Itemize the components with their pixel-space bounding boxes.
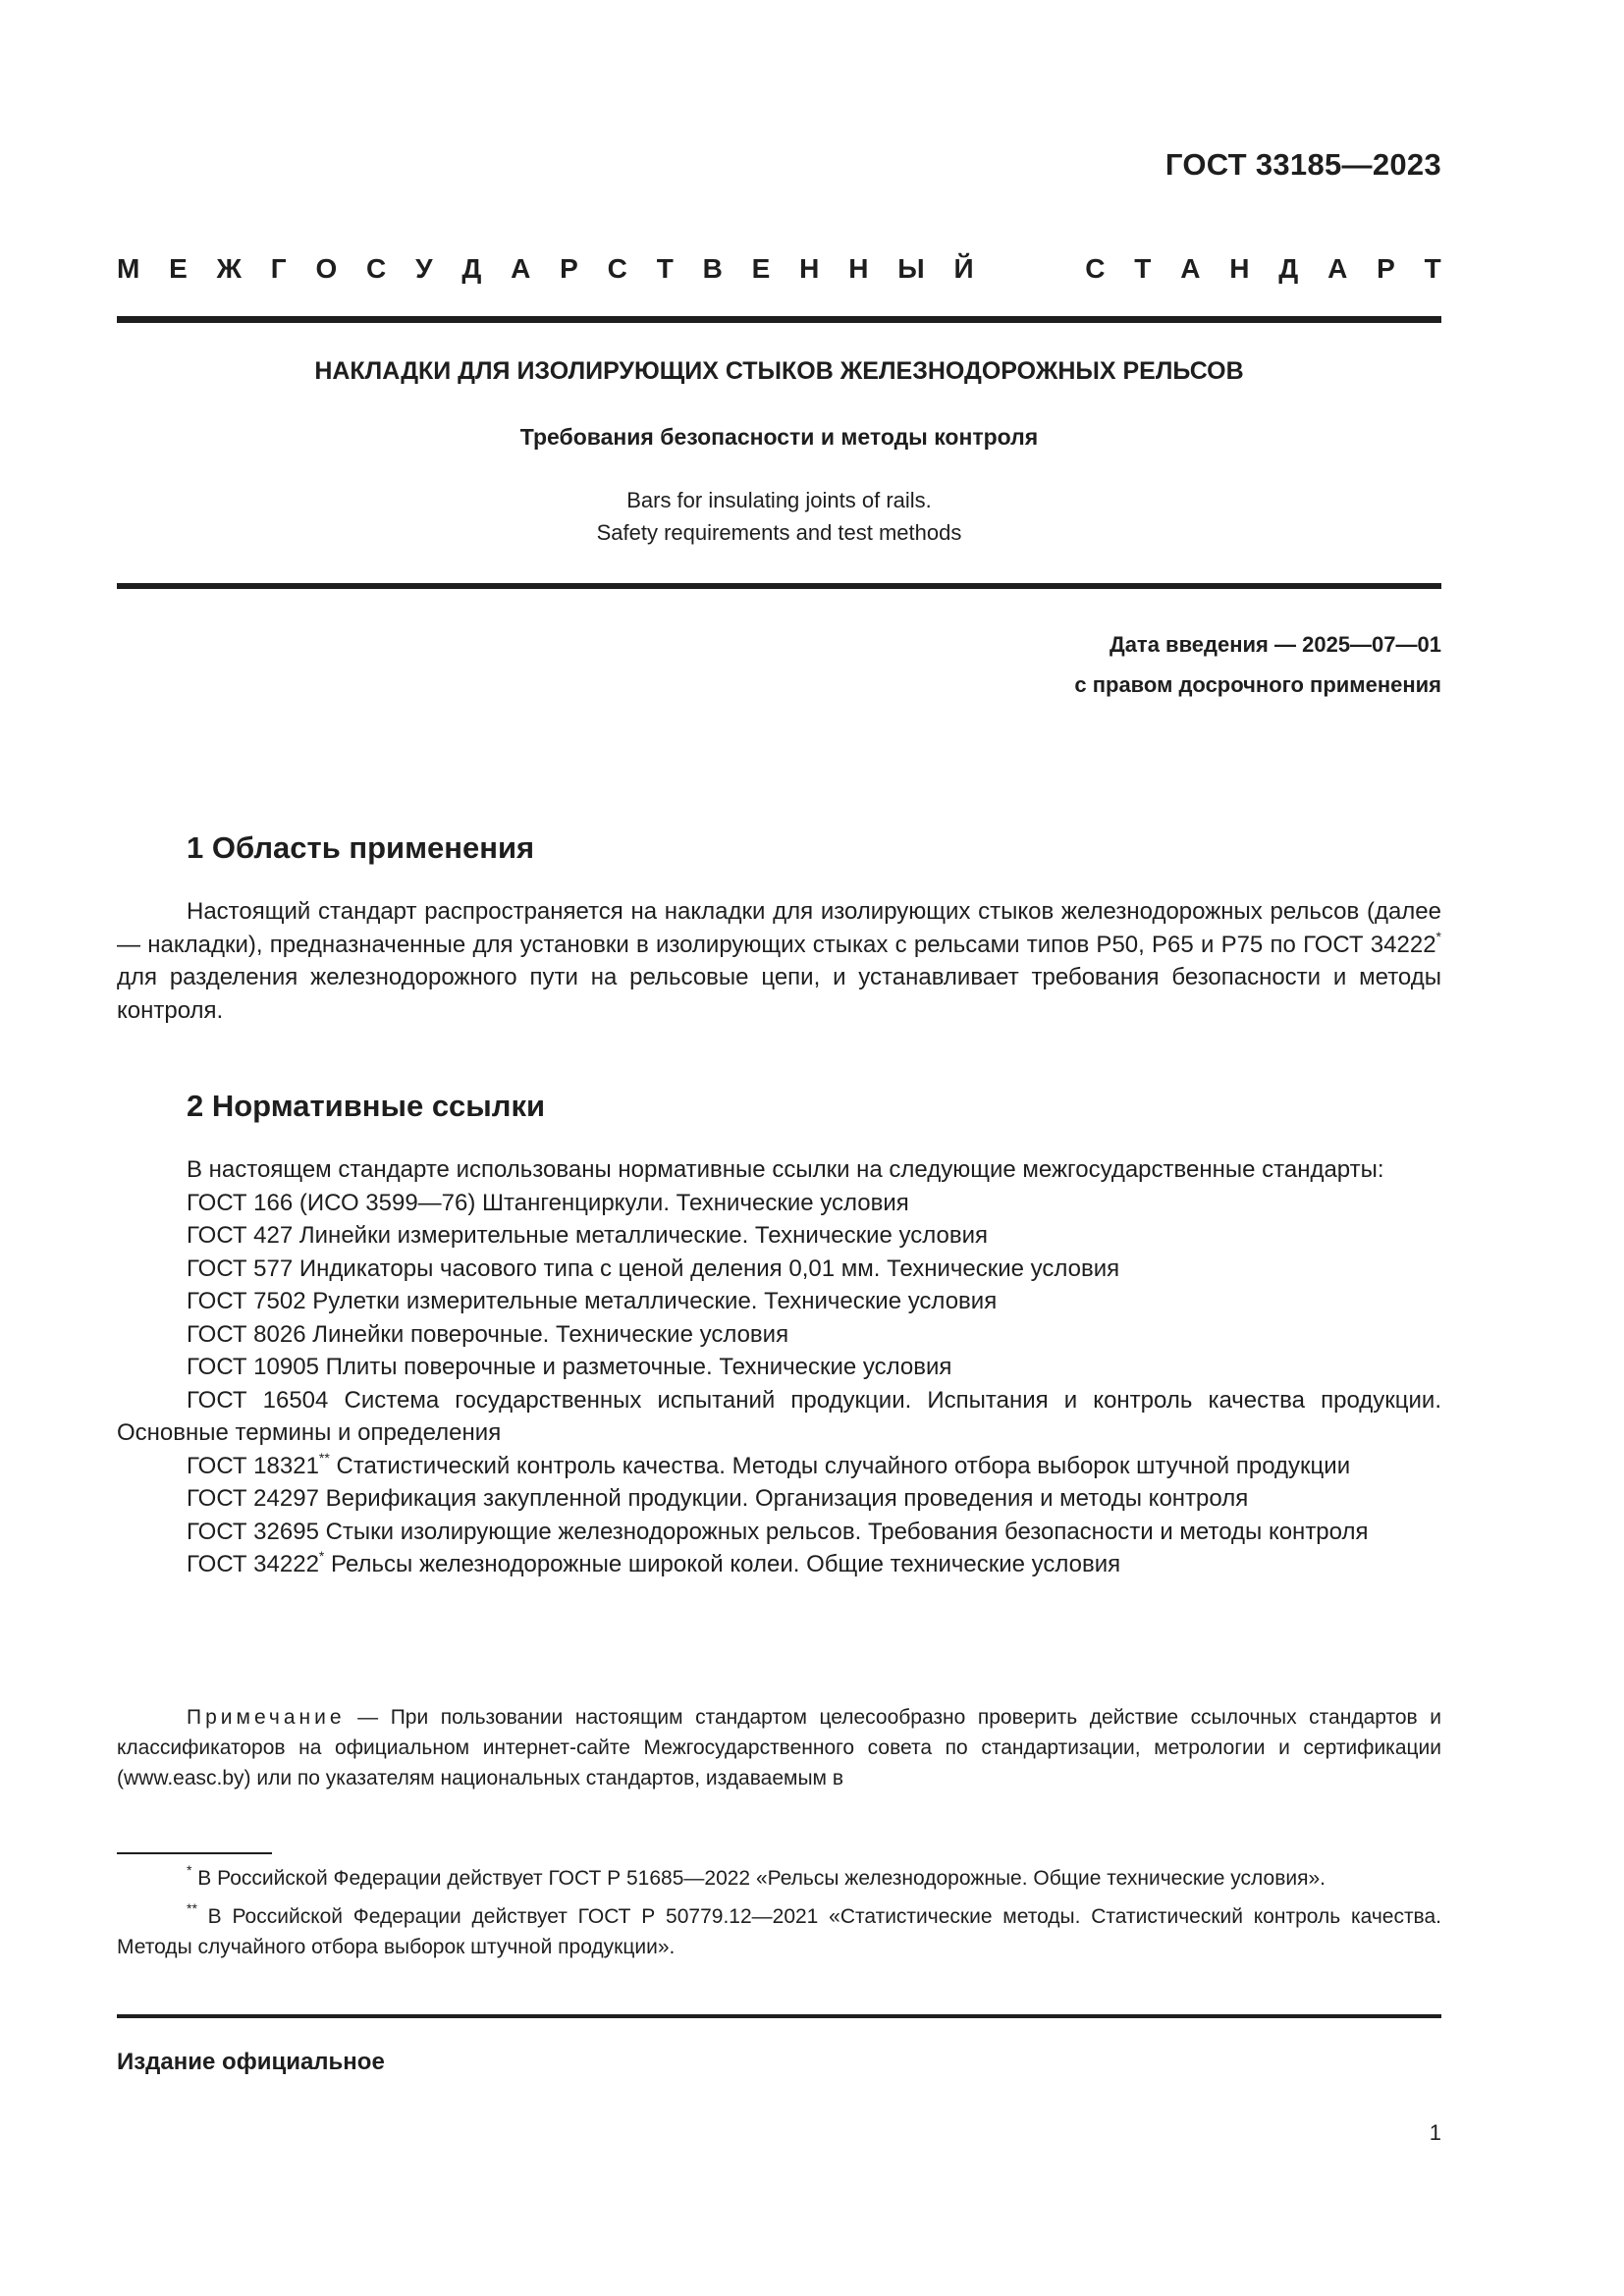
standard-type-letter: С (607, 253, 627, 284)
document-title: НАКЛАДКИ ДЛЯ ИЗОЛИРУЮЩИХ СТЫКОВ ЖЕЛЕЗНОДОРОЖНЫХ РЕЛЬСОВ (314, 357, 1244, 385)
standard-type-letter: О (315, 253, 338, 284)
word-gap (1002, 253, 1056, 285)
reference-item (117, 1285, 1441, 1318)
standard-type-letter: Т (1134, 253, 1152, 284)
standard-type-letter: М (117, 253, 140, 284)
introduction-date: Дата введения — 2025—07—01 (1110, 632, 1441, 657)
footnote-marker: ** (187, 1900, 197, 1916)
reference-title: Плиты поверочные и разметочные. Технические условия (318, 1354, 952, 1380)
reference-item (117, 1516, 1441, 1549)
footnote-item (117, 1901, 1441, 1962)
reference-item (117, 1253, 1441, 1286)
standard-type-letter: У (415, 253, 433, 284)
reference-item (117, 1187, 1441, 1220)
reference-title: Линейки поверочные. Технические условия (305, 1320, 789, 1348)
reference-title: Рулетки измерительные металлические. Технические условия (305, 1288, 998, 1314)
footnote-separator (117, 1852, 272, 1854)
standard-type-letter: Н (799, 253, 820, 284)
standard-type-letter: Н (1229, 253, 1250, 284)
reference-code: ГОСТ 34222 (187, 1551, 319, 1577)
standard-type-letter: Г (270, 253, 287, 284)
reference-code: ГОСТ 18321 (187, 1452, 319, 1479)
standard-type-letter: Д (461, 253, 482, 284)
reference-code: ГОСТ 10905 (187, 1354, 319, 1380)
section-1-body (117, 895, 1441, 1027)
scope-text-part-1: Настоящий стандарт распространяется на накладки для изолирующих стыков железнодорожных рельсов (далее — накладки), предназначенные для установки в изолирующих стыках с рельсами типов Р50, Р65 и Р75 по ГОСТ 34222 (117, 898, 1441, 958)
edition-label: Издание официальное (117, 2049, 385, 2075)
standard-type-letter: Р (560, 253, 578, 284)
standard-type-letter: В (702, 253, 723, 284)
english-title-line-1: Bars for insulating joints of rails. (626, 488, 932, 512)
references-intro: В настоящем стандарте использованы нормативные ссылки на следующие межгосударственные стандарты: (187, 1156, 1384, 1183)
standard-type-letter: Е (169, 253, 188, 284)
standard-type-letter: Н (848, 253, 869, 284)
reference-code: ГОСТ 427 (187, 1222, 294, 1249)
note-text: — При пользовании настоящим стандартом целесообразно проверить действие ссылочных стандартов и классификаторов на официальном интернет-сайте Межгосударственного совета по стандартизации, метрологии и сертификации (www.easc.by) или по указателям национальных стандартов, издаваемым в (117, 1706, 1441, 1789)
reference-title: Стыки изолирующие железнодорожных рельсов. Требования безопасности и методы контроля (318, 1518, 1369, 1545)
standard-type-letter: А (1180, 253, 1201, 284)
header-rule (117, 316, 1441, 323)
reference-title: Рельсы железнодорожные широкой колеи. Общие технические условия (324, 1551, 1121, 1577)
standard-type-letter: Е (751, 253, 771, 284)
reference-item (117, 1482, 1441, 1516)
footnote-text: В Российской Федерации действует ГОСТ Р 50779.12—2021 «Статистические методы. Статистический контроль качества. Методы случайного отбора выборок штучной продукции». (117, 1905, 1441, 1958)
standard-type-letter: С (366, 253, 387, 284)
introduction-block (1074, 624, 1441, 705)
reference-code: ГОСТ 8026 (187, 1320, 306, 1348)
reference-code: ГОСТ 32695 (187, 1518, 319, 1545)
reference-item (117, 1219, 1441, 1253)
footnote-marker: ** (318, 1449, 330, 1466)
reference-title: Система государственных испытаний продукции. Испытания и контроль качества продукции. Основные термины и определения (117, 1386, 1441, 1446)
standard-type-letter: Ж (216, 253, 242, 284)
title-rule (117, 583, 1441, 589)
reference-title: Индикаторы часового типа с ценой деления 0,01 мм. Технические условия (293, 1255, 1120, 1282)
footnote-marker: * (318, 1548, 325, 1564)
footer-rule (117, 2014, 1441, 2018)
standard-type-letter: А (511, 253, 531, 284)
note-block (117, 1702, 1441, 1793)
footnote-item (117, 1863, 1441, 1894)
standard-type-letter: Р (1377, 253, 1395, 284)
footnote-marker: * (1435, 928, 1441, 944)
reference-title: Линейки измерительные металлические. Технические условия (293, 1222, 988, 1249)
page-number: 1 (1429, 2120, 1441, 2145)
reference-title: Статистический контроль качества. Методы случайного отбора выборок штучной продукции (329, 1452, 1351, 1479)
early-application-note: с правом досрочного применения (1074, 672, 1441, 697)
section-1-heading: 1 Область применения (187, 830, 535, 865)
standard-type-letter: Ы (897, 253, 925, 284)
reference-item (117, 1351, 1441, 1384)
standard-type-letter: Т (656, 253, 674, 284)
standard-type-letter: Д (1278, 253, 1299, 284)
reference-item (117, 1384, 1441, 1450)
reference-item (117, 1318, 1441, 1352)
standard-type-letter: С (1085, 253, 1106, 284)
footnote-marker: * (187, 1862, 192, 1878)
reference-title: (ИСО 3599—76) Штангенциркули. Технические условия (293, 1189, 909, 1216)
standard-type-letter: Т (1424, 253, 1441, 284)
reference-code: ГОСТ 16504 (187, 1386, 329, 1414)
scope-text-part-2: для разделения железнодорожного пути на рельсовые цепи, и устанавливает требования безопасности и методы контроля. (117, 964, 1441, 1024)
note-label: Примечание (187, 1706, 346, 1729)
document-number: ГОСТ 33185—2023 (1164, 147, 1441, 182)
english-title (117, 484, 1441, 549)
document-subtitle: Требования безопасности и методы контроля (519, 424, 1039, 450)
standard-type-letter: Й (953, 253, 974, 284)
standard-type-letter: А (1327, 253, 1348, 284)
standard-type-heading (117, 253, 1441, 285)
footnote-text: В Российской Федерации действует ГОСТ Р 51685—2022 «Рельсы железнодорожные. Общие технические условия». (191, 1867, 1326, 1890)
footnotes (117, 1863, 1441, 1970)
reference-code: ГОСТ 7502 (187, 1288, 306, 1314)
reference-code: ГОСТ 577 (187, 1255, 294, 1282)
normative-references (117, 1153, 1441, 1581)
reference-item (117, 1548, 1441, 1581)
reference-item (117, 1450, 1441, 1483)
reference-code: ГОСТ 24297 (187, 1485, 319, 1512)
reference-title: Верификация закупленной продукции. Организация проведения и методы контроля (318, 1485, 1249, 1512)
reference-code: ГОСТ 166 (187, 1189, 294, 1216)
english-title-line-2: Safety requirements and test methods (596, 520, 962, 545)
section-2-heading: 2 Нормативные ссылки (187, 1089, 546, 1123)
